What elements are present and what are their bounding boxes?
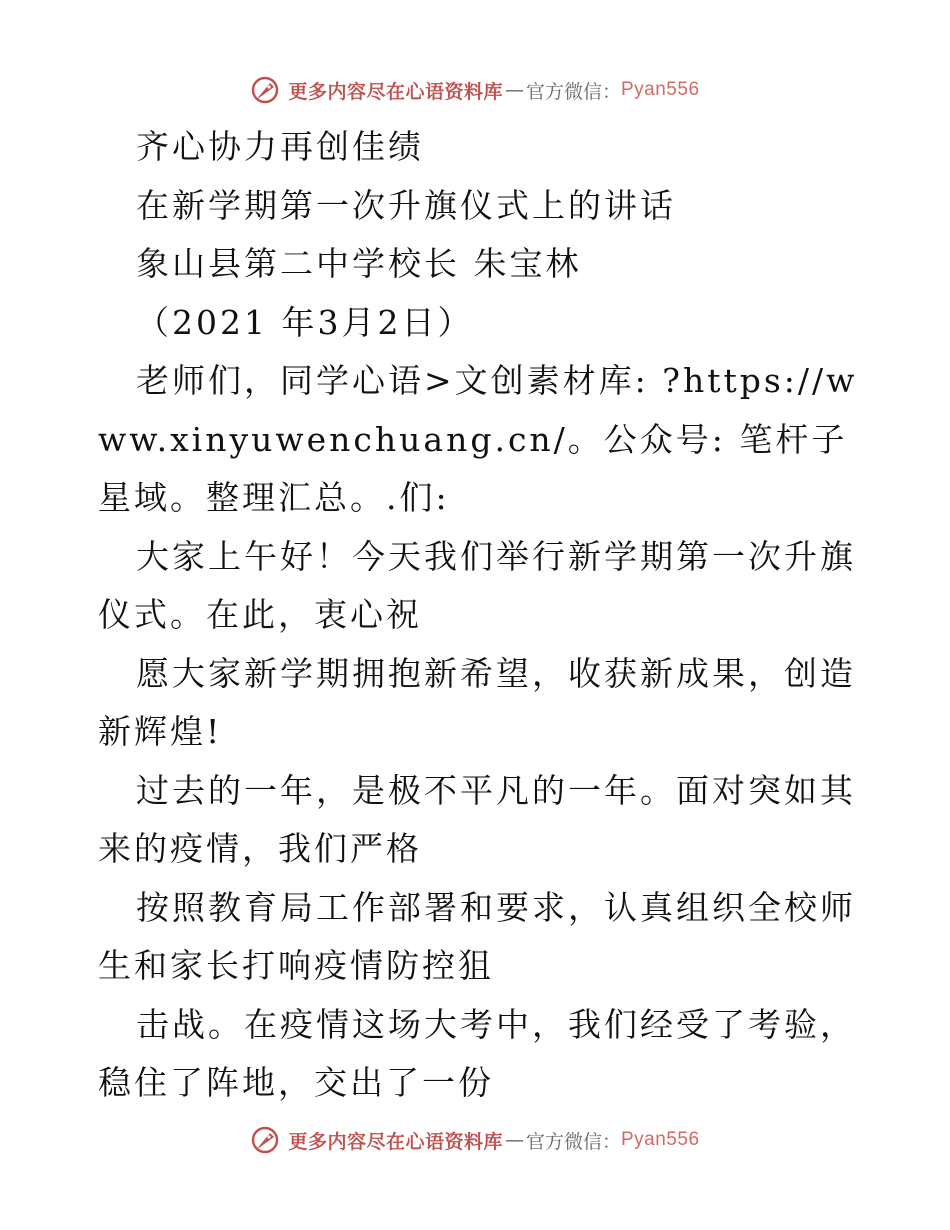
- banner-dash: —: [504, 1129, 524, 1151]
- paragraph-5: 按照教育局工作部署和要求，认真组织全校师生和家长打响疫情防控狙: [98, 887, 856, 985]
- document-body: [98, 118, 858, 1113]
- paragraph-6: 击战。在疫情这场大考中，我们经受了考验，稳住了阵地，交出了一份: [98, 1004, 856, 1102]
- paragraph-2: 大家上午好！今天我们举行新学期第一次升旗仪式。在此，衷心祝: [98, 536, 856, 634]
- banner-wechat-id: Pyan556: [621, 1129, 700, 1150]
- pen-nib-logo-icon: [250, 1125, 280, 1155]
- banner-wechat-id: Pyan556: [621, 79, 700, 100]
- document-subtitle: 在新学期第一次升旗仪式上的讲话: [136, 185, 676, 225]
- banner-main-text: 更多内容尽在心语资料库: [288, 1130, 503, 1153]
- paragraph-3: 愿大家新学期拥抱新希望，收获新成果，创造新辉煌!: [98, 653, 856, 751]
- pen-nib-logo-icon: [250, 75, 280, 105]
- paragraph-4: 过去的一年，是极不平凡的一年。面对突如其来的疫情，我们严格: [98, 770, 856, 868]
- document-title: 齐心协力再创佳绩: [136, 127, 424, 166]
- banner-wechat-label: 官方微信：: [525, 1130, 621, 1153]
- banner-dash: —: [504, 79, 524, 101]
- footer-banner: [0, 1120, 950, 1160]
- banner-wechat-label: 官方微信：: [525, 80, 621, 103]
- header-banner: [0, 70, 950, 110]
- banner-main-text: 更多内容尽在心语资料库: [288, 80, 503, 103]
- document-date: （2021 年3月2日）: [136, 302, 474, 342]
- paragraph-1: 老师们，同学心语>文创素材库: ?https://www.xinyuwenchuang.cn/。公众号: 笔杆子星域。整理汇总。.们:: [98, 361, 858, 517]
- document-author: 象山县第二中学校长 朱宝林: [136, 244, 582, 283]
